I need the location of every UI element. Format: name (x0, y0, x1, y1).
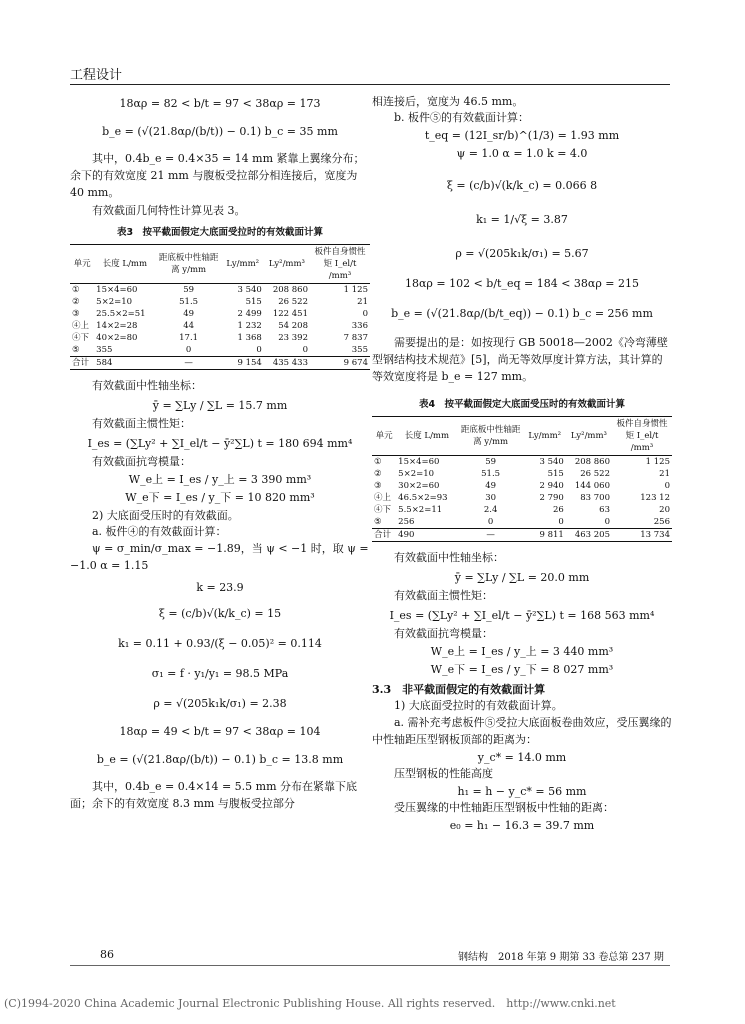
table-cell: ④下 (374, 505, 392, 515)
table-cell: 26 522 (278, 297, 308, 307)
table-cell: 9 811 (539, 530, 564, 540)
table-cell: 51.5 (481, 469, 501, 479)
table-cell: 122 451 (272, 309, 308, 319)
table-cell: 256 (398, 517, 415, 527)
table-header: 板件自身惯性矩 I_el/t /mm³ (314, 247, 366, 281)
equation: 18αρ = 102 < b/t_eq = 184 < 38αρ = 215 (404, 277, 640, 290)
table-cell: 123 12 (640, 493, 670, 503)
equation: W_e上 = I_es / y_上 = 3 390 mm³ (128, 473, 312, 486)
subsection: 2) 大底面受压时的有效截面。 (92, 509, 239, 522)
table-cell: 2 499 (237, 309, 262, 319)
equation: b_e = (√(21.8αρ/(b/t_eq)) − 0.1) b_c = 256 mm (391, 307, 653, 320)
equation: ξ = (c/b)√(k/k_c) = 0.066 8 (446, 179, 598, 192)
equation: σ₁ = f · y₁/y₁ = 98.5 MPa (151, 667, 289, 680)
equation: k₁ = 1/√ξ = 3.87 (476, 213, 568, 226)
table-total-row (372, 529, 672, 542)
equation: ξ = (c/b)√(k/k_c) = 15 (158, 607, 282, 620)
table-cell: 30×2=60 (398, 481, 440, 491)
table-cell: ② (72, 297, 80, 307)
table-cell: 208 860 (574, 457, 610, 467)
table-cell: ④上 (374, 493, 392, 503)
table-header: 板件自身惯性矩 I_el/t /mm³ (616, 419, 668, 453)
table-cell: — (486, 530, 495, 540)
paragraph: 其中，0.4b_e = 0.4×14 = 5.5 mm 分布在紧靠下底面；余下的有效宽度 8.3 mm 与腹板受拉部分 (70, 780, 358, 810)
table-row (70, 320, 370, 332)
equation: ψ = 1.0 α = 1.0 k = 4.0 (456, 147, 588, 160)
table-cell: 1 368 (237, 333, 262, 343)
table-cell: 584 (96, 358, 113, 368)
left-column (70, 92, 370, 812)
table-cell: — (184, 358, 193, 368)
table-row (70, 284, 370, 297)
equation: h₁ = h − y_c* = 56 mm (457, 785, 587, 798)
equation: k₁ = 0.11 + 0.93/(ξ − 0.05)² = 0.114 (118, 637, 322, 650)
table-cell: ④下 (72, 333, 90, 343)
table-cell: 51.5 (179, 297, 199, 307)
table-total-row (70, 357, 370, 370)
table-cell: 0 (558, 517, 564, 527)
table-cell: 0 (664, 481, 670, 491)
table-header: Ly²/mm³ (570, 431, 607, 441)
table-cell: 3 540 (539, 457, 564, 467)
equation: k = 23.9 (196, 581, 244, 594)
section-heading: 3.3 非平截面假定的有效截面计算 (372, 683, 546, 696)
table-cell: 54 208 (278, 321, 308, 331)
equation: ȳ = ∑Ly / ∑L = 20.0 mm (454, 571, 590, 584)
table-header: 距底板中性轴距离 y/mm (158, 253, 219, 275)
table-cell: 21 (659, 469, 670, 479)
equation: W_e下 = I_es / y_下 = 10 820 mm³ (125, 491, 315, 504)
table-cell: 355 (351, 345, 368, 355)
footer-rule (70, 965, 670, 966)
paragraph: 有效截面抗弯模量： (394, 627, 493, 640)
table-cell: 1 232 (237, 321, 262, 331)
table-cell: 17.1 (179, 333, 199, 343)
table-cell: 515 (547, 469, 564, 479)
table-cell: 2.4 (483, 505, 498, 515)
table-row (372, 480, 672, 492)
table-cell: 9 154 (237, 358, 262, 368)
table-cell: ② (374, 469, 382, 479)
table-row (372, 504, 672, 516)
equation: W_e下 = I_es / y_下 = 8 027 mm³ (430, 663, 614, 676)
table-cell: 144 060 (574, 481, 610, 491)
equation: y_c* = 14.0 mm (477, 751, 567, 764)
table-row (372, 456, 672, 469)
table-cell: ① (72, 285, 80, 295)
table-cell: 15×4=60 (96, 285, 138, 295)
table-cell: 3 540 (237, 285, 262, 295)
table-header: Ly²/mm³ (268, 259, 305, 269)
table-cell: 5×2=10 (398, 469, 435, 479)
table-cell: 5.5×2=11 (398, 505, 443, 515)
table3-title: 表3 按平截面假定大底面受拉时的有效截面计算 (116, 227, 324, 238)
table-cell: 490 (398, 530, 415, 540)
equation: b_e = (√(21.8αρ/(b/t)) − 0.1) b_c = 13.8 mm (96, 753, 344, 766)
journal-info: 钢结构 2018 年第 9 期第 33 卷总第 237 期 (458, 952, 664, 963)
paragraph: 受压翼缘的中性轴距压型钢板中性轴的距离： (394, 801, 614, 814)
table-cell: 30 (485, 493, 497, 503)
equation: 18αρ = 82 < b/t = 97 < 38αρ = 173 (119, 97, 321, 110)
running-header: 工程设计 (70, 68, 123, 83)
table-cell: 0 (185, 345, 192, 355)
table-header: 长度 L/mm (404, 431, 450, 441)
table-cell: 2 940 (539, 481, 564, 491)
table-cell: 49 (183, 309, 195, 319)
equation: e₀ = h₁ − 16.3 = 39.7 mm (449, 819, 595, 832)
table-row (372, 492, 672, 504)
table-cell: 355 (96, 345, 113, 355)
table-cell: ① (374, 457, 382, 467)
paragraph: 有效截面抗弯模量： (92, 455, 191, 468)
table-cell: 44 (183, 321, 195, 331)
table-cell: 0 (302, 345, 308, 355)
table-cell: 336 (351, 321, 368, 331)
equation: W_e上 = I_es / y_上 = 3 440 mm³ (430, 645, 614, 658)
table-cell: 23 392 (278, 333, 308, 343)
table-cell: 合计 (374, 530, 392, 540)
equation: b_e = (√(21.8αρ/(b/t)) − 0.1) b_c = 35 mm (102, 125, 338, 138)
paragraph: ψ = σ_min/σ_max = −1.89，当 ψ < −1 时，取 ψ = −1.0 α = 1.15 (70, 542, 369, 572)
table-cell: 25.5×2=51 (96, 309, 146, 319)
table-cell: 21 (357, 297, 368, 307)
table-row (372, 516, 672, 529)
table-cell: 49 (485, 481, 497, 491)
equation: ȳ = ∑Ly / ∑L = 15.7 mm (152, 399, 288, 412)
paragraph: 有效截面主惯性矩： (394, 589, 493, 602)
header-rule (70, 84, 670, 85)
table-cell: 515 (245, 297, 262, 307)
table-cell: 0 (256, 345, 262, 355)
table-cell: 20 (659, 505, 670, 515)
table-cell: 435 433 (272, 358, 308, 368)
table4 (372, 416, 672, 542)
table-cell: 1 125 (645, 457, 670, 467)
table-cell: ⑤ (72, 345, 80, 355)
paragraph: b. 板件⑤的有效截面计算： (394, 111, 530, 124)
paragraph: a. 板件④的有效截面计算： (92, 525, 227, 538)
table-cell: 26 522 (580, 469, 610, 479)
paragraph: 有效截面中性轴坐标： (394, 551, 504, 564)
table-cell: ④上 (72, 321, 90, 331)
equation: 18αρ = 49 < b/t = 97 < 38αρ = 104 (119, 725, 321, 738)
table-header: 长度 L/mm (102, 259, 148, 269)
table-cell: 0 (362, 309, 368, 319)
page-number: 86 (100, 948, 114, 961)
table-row (70, 308, 370, 320)
table-cell: 83 700 (580, 493, 610, 503)
copyright-notice: (C)1994-2020 China Academic Journal Electronic Publishing House. All rights reserved. http://www.cnki.net (4, 997, 616, 1010)
paragraph: 1) 大底面受拉时的有效截面计算。 (394, 699, 563, 712)
paragraph: a. 需补充考虑板件⑤受拉大底面板卷曲效应，受压翼缘的中性轴距压型钢板顶部的距离为： (372, 716, 672, 746)
equation: ρ = √(205k₁k/σ₁) = 2.38 (153, 697, 287, 710)
table-cell: 256 (653, 517, 670, 527)
table-cell: ③ (72, 309, 80, 319)
table-row (70, 332, 370, 344)
table-cell: 46.5×2=93 (398, 493, 448, 503)
table-cell: 1 125 (343, 285, 368, 295)
table-cell: 5×2=10 (96, 297, 133, 307)
paragraph: 有效截面主惯性矩： (92, 417, 191, 430)
table-header: 距底板中性轴距离 y/mm (460, 425, 521, 447)
table-cell: 463 205 (574, 530, 610, 540)
table-header: Ly/mm² (226, 259, 260, 269)
table-row (70, 296, 370, 308)
table-cell: 13 734 (640, 530, 670, 540)
equation: I_es = (∑Ly² + ∑I_el/t − ȳ²∑L) t = 180 694 mm⁴ (87, 437, 353, 450)
table-cell: 2 790 (539, 493, 564, 503)
table-cell: 合计 (72, 358, 90, 368)
paragraph: 需要提出的是：如按现行 GB 50018—2002《冷弯薄壁型钢结构技术规范》[5]，尚无等效厚度计算方法，其计算的等效宽度将是 b_e = 127 mm。 (372, 336, 668, 383)
equation: I_es = (∑Ly² + ∑I_el/t − ȳ²∑L) t = 168 563 mm⁴ (389, 609, 655, 622)
table-cell: 26 (553, 505, 564, 515)
paragraph: 有效截面几何特性计算见表 3。 (92, 204, 246, 217)
table-cell: ⑤ (374, 517, 382, 527)
table-header: Ly/mm² (528, 431, 562, 441)
table-row (70, 344, 370, 357)
paragraph: 其中，0.4b_e = 0.4×35 = 14 mm 紧靠上翼缘分布；余下的有效宽度 21 mm 与腹板受拉部分相连接后，宽度为 40 mm。 (70, 152, 365, 199)
table-cell: 208 860 (272, 285, 308, 295)
table-cell: 0 (604, 517, 610, 527)
table-row (372, 468, 672, 480)
table-cell: 59 (485, 457, 497, 467)
paragraph: 有效截面中性轴坐标： (92, 379, 202, 392)
equation: t_eq = (12I_sr/b)^(1/3) = 1.93 mm (424, 129, 620, 142)
table-header: 单元 (375, 431, 393, 441)
table-cell: ③ (374, 481, 382, 491)
table-cell: 59 (183, 285, 195, 295)
paragraph: 压型钢板的性能高度 (394, 767, 493, 780)
table-cell: 9 674 (343, 358, 368, 368)
equation: ρ = √(205k₁k/σ₁) = 5.67 (455, 247, 589, 260)
table-header: 单元 (73, 259, 91, 269)
table-cell: 14×2=28 (96, 321, 138, 331)
table3 (70, 244, 370, 370)
table4-title: 表4 按平截面假定大底面受压时的有效截面计算 (418, 399, 626, 410)
table-cell: 15×4=60 (398, 457, 440, 467)
table-cell: 7 837 (343, 333, 368, 343)
table-cell: 40×2=80 (96, 333, 138, 343)
right-column (372, 92, 672, 834)
table-cell: 0 (487, 517, 494, 527)
paragraph: 相连接后，宽度为 46.5 mm。 (372, 95, 524, 108)
table-cell: 63 (599, 505, 610, 515)
